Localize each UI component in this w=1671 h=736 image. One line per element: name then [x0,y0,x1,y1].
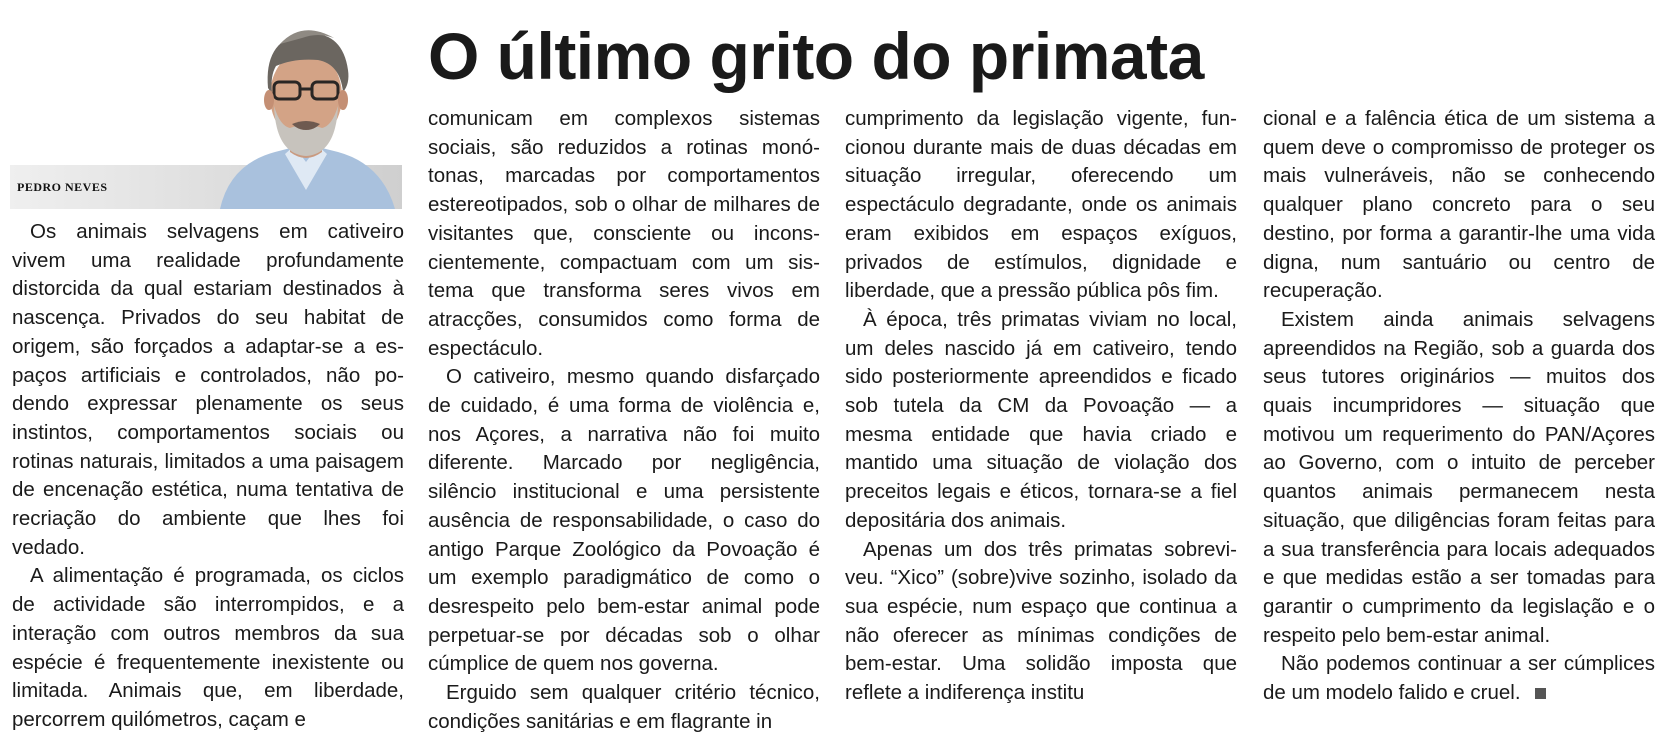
paragraph: Os animais selvagens em cativeiro vivem uma realidade profundamente distorcida da qual estariam destinados à nascença. Privados do seu habitat de origem, são forçados a adaptar-se a espaços artificiais e controlados, não podendo expressar plenamente os seus instintos, comportamentos sociais ou rotinas naturais, limitados a uma paisagem de encenação estética, numa tentativa de recriação do ambiente que lhes foi vedado. [12,220,404,559]
author-portrait [210,14,402,209]
article-column-3 [845,105,1237,708]
paragraph: À época, três primatas viviam no local, um deles nascido já em cativeiro, tendo sido posteriormente apreendidos e ficado sob tutela da CM da Povoação — a mesma entidade que havia criado e mantido uma situação de violação dos preceitos legais e éticos, tornara-se a fiel depositária dos animais. [845,307,1237,532]
author-photo-box [10,14,402,209]
paragraph: Apenas um dos três primatas sobreviveu. “Xico” (sobre)vive sozinho, isolado da sua espécie, num espaço que continua a não oferecer as mínimas condições de bem-estar. Uma solidão imposta que reflete a indiferença institu [845,537,1237,705]
article-column-4 [1263,105,1655,708]
paragraph: O cativeiro, mesmo quando disfarçado de cuidado, é uma forma de violência e, nos Açores, a narrativa não foi muito diferente. Marcado por negligência, silêncio institucional e uma persistente ausência de responsabilidade, o caso do antigo Parque Zoológico da Povoação é um exemplo paradigmático de como o desrespeito pelo bem-estar animal pode perpetuar-se por décadas sob o olhar cúmplice de quem nos governa. [428,365,820,676]
end-of-article-square-icon [1535,688,1546,699]
last-paragraph-text: Não podemos continuar a ser cúmplices de um modelo falido e cruel. [1263,652,1655,705]
paragraph: A alimentação é programada, os ciclos de actividade são interrompidos, e a interação com outros membros da sua espécie é frequentemente inexistente ou limitada. Animais que, em liberdade, percorrem quilómetros, caçam e [12,564,404,731]
article-column-2 [428,105,820,736]
paragraph: cional e a falência ética de um sistema a quem deve o compromisso de proteger os mais vulneráveis, não se conhecendo qualquer plano concreto para o seu destino, por forma a garantir-lhe uma vida digna, num santuário ou centro de recuperação. [1263,107,1655,303]
article-column-1 [12,218,404,735]
paragraph: cumprimento da legislação vigente, funcionou durante mais de duas décadas em situação irregular, oferecendo um espectáculo degradante, onde os animais eram exibidos em espaços exíguos, privados de estímulos, dignidade e liberdade, que a pressão pública pôs fim. [845,107,1237,303]
paragraph: Existem ainda animais selvagens apreendidos na Região, sob a guarda dos seus tutores originários — muitos dos quais incumpridores — situação que motivou um requerimento do PAN/Açores ao Governo, com o intuito de perceber quantos animais permanecem nesta situação, que diligências foram feitas para a sua transferência para locais adequados e que medidas estão a ser tomadas para garantir o cumprimento da legislação e o respeito pelo bem-estar animal. [1263,307,1655,647]
article-title: O último grito do primata [428,19,1204,93]
paragraph: comunicam em complexos sistemas sociais, são reduzidos a rotinas monótonas, marcadas por comportamentos estereotipados, sob o olhar de milhares de visitantes que, consciente ou inconscientemente, compactuam com um sistema que transforma seres vivos em atracções, consumidos como forma de espectáculo. [428,107,820,360]
paragraph [1263,650,1655,707]
paragraph: Erguido sem qualquer critério técnico, condições sanitárias e em flagrante in [428,681,820,733]
author-name: PEDRO NEVES [17,180,108,194]
